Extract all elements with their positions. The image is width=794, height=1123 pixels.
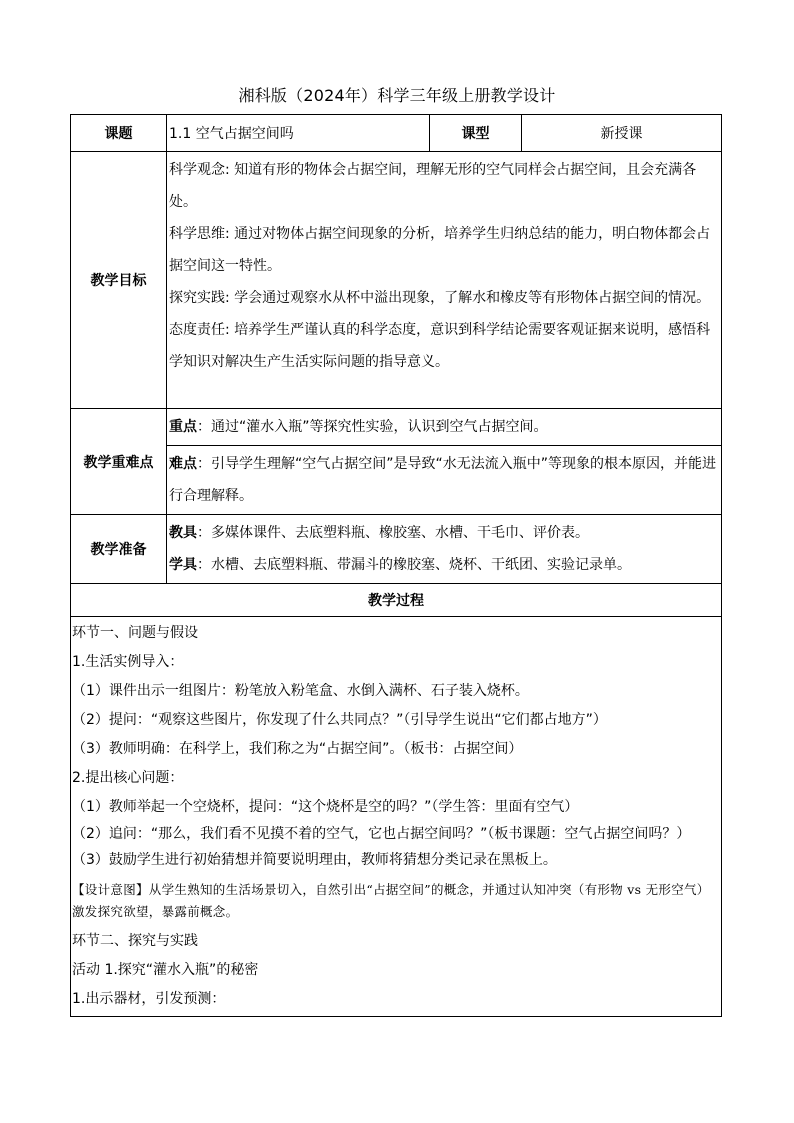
process-line: （1）教师举起一个空烧杯，提问：“这个烧杯是空的吗？”（学生答：里面有空气）: [72, 799, 579, 815]
focus-label: 重点: [169, 419, 197, 435]
objective-item: 探究实践: 学会通过观察水从杯中溢出现象，了解水和橡皮等有形物体占据空间的情况。: [169, 290, 711, 306]
process-line: 2.提出核心问题：: [72, 770, 184, 786]
key-points-label: 教学重难点: [71, 409, 167, 515]
process-line: 1.生活实例导入：: [72, 654, 184, 670]
design-intent-note: 【设计意图】从学生熟知的生活场景切入，自然引出“占据空间”的概念，并通过认知冲突（有形物 vs 无形空气）激发探究欲望，暴露前概念。: [72, 882, 710, 919]
lesson-value: 1.1 空气占据空间吗: [167, 115, 430, 152]
lesson-label: 课题: [71, 115, 167, 152]
process-label: 教学过程: [71, 584, 722, 617]
process-line: （3）教师明确：在科学上，我们称之为“占据空间”。（板书：占据空间）: [72, 741, 523, 757]
process-line: 活动 1.探究“灌水入瓶”的秘密: [72, 962, 259, 978]
process-line: （1）课件出示一组图片：粉笔放入粉笔盒、水倒入满杯、石子装入烧杯。: [72, 683, 529, 699]
difficulty-text: ：引导学生理解“空气占据空间”是导致“水无法流入瓶中”等现象的根本原因，并能进行合理解释。: [169, 456, 717, 504]
process-header-row: [71, 584, 722, 617]
teacher-tools-text: ：多媒体课件、去底塑料瓶、橡胶塞、水槽、干毛巾、评价表。: [197, 525, 589, 541]
header-row: [71, 115, 722, 152]
focus-cell: [167, 409, 722, 446]
objectives-row: [71, 152, 722, 409]
process-content: [71, 617, 722, 1017]
preparation-content: [167, 515, 722, 584]
preparation-row: [71, 515, 722, 584]
difficulty-cell: [167, 446, 722, 515]
objective-item: 态度责任: 培养学生严谨认真的科学态度，意识到科学结论需要客观证据来说明，感悟科学知识对解决生产生活实际问题的指导意义。: [169, 322, 711, 370]
student-tools-text: ：水槽、去底塑料瓶、带漏斗的橡胶塞、烧杯、干纸团、实验记录单。: [197, 557, 631, 573]
lesson-plan-table: [70, 114, 722, 1017]
objective-item: 科学思维: 通过对物体占据空间现象的分析，培养学生归纳总结的能力，明白物体都会占据空间这一特性。: [169, 226, 711, 274]
process-line: 1.出示器材，引发预测：: [72, 991, 226, 1007]
focus-text: ：通过“灌水入瓶”等探究性实验，认识到空气占据空间。: [197, 419, 548, 435]
type-value: 新授课: [522, 115, 722, 152]
objective-item: 科学观念: 知道有形的物体会占据空间，理解无形的空气同样会占据空间，且会充满各处。: [169, 162, 697, 210]
process-row: [71, 617, 722, 1017]
difficulty-row: [71, 446, 722, 515]
type-label: 课型: [430, 115, 522, 152]
key-points-row: [71, 409, 722, 446]
process-line: （2）提问：“观察这些图片，你发现了什么共同点？”（引导学生说出“它们都占地方”）: [72, 712, 607, 728]
objectives-label: 教学目标: [71, 152, 167, 409]
document-title: 湘科版（2024年）科学三年级上册教学设计: [238, 86, 556, 105]
process-line: 环节二、探究与实践: [72, 933, 198, 949]
preparation-label: 教学准备: [71, 515, 167, 584]
student-tools-label: 学具: [169, 557, 197, 573]
difficulty-label: 难点: [169, 456, 197, 472]
process-line: 环节一、问题与假设: [72, 625, 198, 641]
teacher-tools-label: 教具: [169, 525, 197, 541]
objectives-content: [167, 152, 722, 409]
process-line: （2）追问：“那么，我们看不见摸不着的空气，它也占据空间吗？”（板书课题：空气占据空间吗？）: [72, 826, 691, 842]
process-line: （3）鼓励学生进行初始猜想并简要说明理由，教师将猜想分类记录在黑板上。: [72, 852, 557, 868]
